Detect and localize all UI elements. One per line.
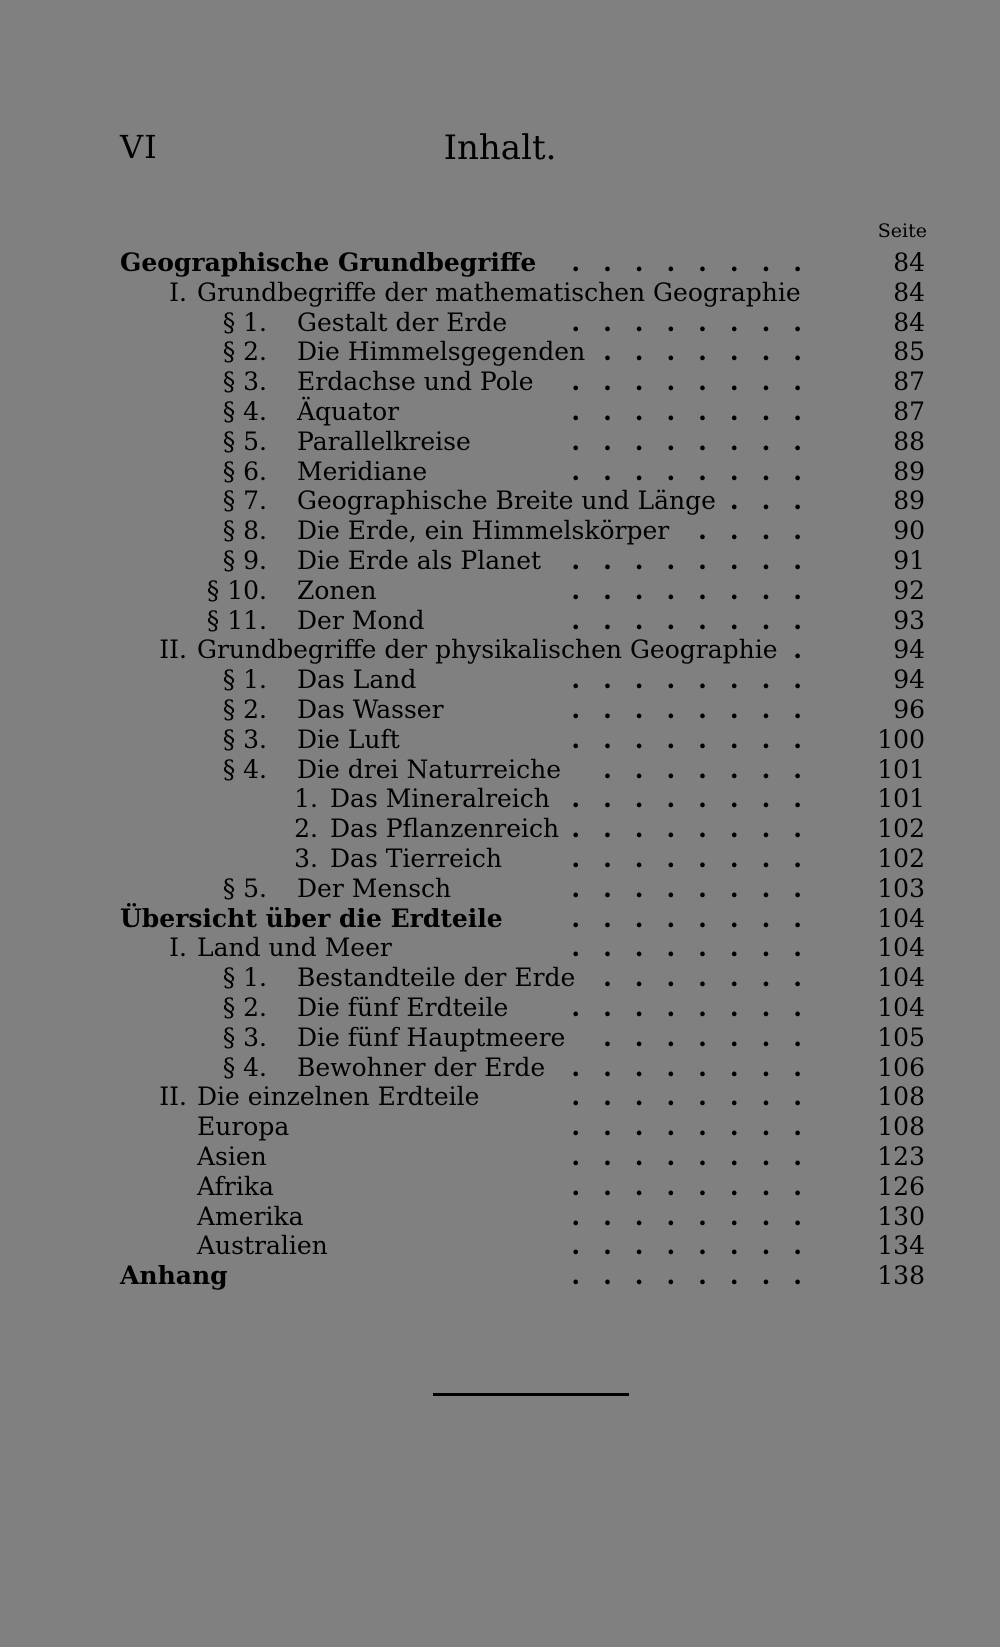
page-column-header: Seite <box>877 220 927 242</box>
toc-entry-number: § 1. <box>222 963 267 993</box>
toc-entry-number: § 2. <box>222 993 267 1022</box>
toc-entry-title: Die Luft <box>297 724 400 754</box>
toc-entry-page: 84 <box>893 307 925 337</box>
toc-entry <box>0 874 1000 904</box>
toc-entry-page: 90 <box>893 516 925 546</box>
toc-entry-title: Die fünf Hauptmeere <box>297 1022 566 1052</box>
toc-entry-page: 108 <box>877 1112 925 1142</box>
toc-entry <box>0 755 1000 785</box>
toc-entry <box>0 993 1000 1023</box>
toc-entry <box>0 397 1000 427</box>
toc-entry-title: Grundbegriffe der mathematischen Geographie <box>197 277 801 307</box>
leader-dots: ........ <box>571 844 825 873</box>
toc-entry-number: § 4. <box>222 1052 267 1082</box>
leader-dots: ........ <box>571 665 825 695</box>
toc-entry <box>0 665 1000 695</box>
toc-entry-title: Erdachse und Pole <box>297 367 534 397</box>
toc-entry-page: 93 <box>893 605 925 635</box>
toc-entry <box>0 814 1000 844</box>
leader-dots: ........ <box>571 248 825 277</box>
toc-entry <box>0 606 1000 636</box>
toc-entry-title: Die einzelnen Erdteile <box>197 1082 480 1112</box>
toc-entry <box>0 308 1000 338</box>
toc-entry <box>0 1112 1000 1142</box>
toc-entry-page: 94 <box>893 665 925 695</box>
toc-entry-number: § 3. <box>222 724 267 754</box>
toc-entry-page: 88 <box>893 426 925 456</box>
toc-entry-title: Der Mond <box>297 605 425 635</box>
toc-entry <box>0 1082 1000 1112</box>
toc-entry-number: § 8. <box>222 516 267 546</box>
toc-entry-page: 104 <box>877 963 925 993</box>
leader-dots: ........ <box>571 1112 825 1142</box>
toc-entry-title: Meridiane <box>297 456 428 486</box>
toc-entry-title: Das Land <box>297 665 417 695</box>
leader-dots: ........ <box>571 724 825 754</box>
toc-entry-title: Die Himmelsgegenden <box>297 337 586 367</box>
leader-dots: ........ <box>571 1201 825 1231</box>
toc-entry-page: 126 <box>877 1171 925 1201</box>
toc-entry-number: § 6. <box>222 456 267 486</box>
toc-entry-page: 91 <box>893 546 925 575</box>
toc-entry <box>0 1142 1000 1172</box>
toc-entry-title: Der Mensch <box>297 873 452 903</box>
toc-entry-number: § 5. <box>222 426 267 456</box>
toc-entry-page: 101 <box>877 784 925 814</box>
toc-entry-number: § 5. <box>222 873 267 903</box>
leader-dots: ....... <box>603 1022 825 1052</box>
toc-entry-title: Das Mineralreich <box>330 784 550 814</box>
toc-entry-page: 87 <box>893 397 925 426</box>
leader-dots: ........ <box>571 993 825 1022</box>
leader-dots: ........ <box>571 456 825 486</box>
toc-entry-number: § 7. <box>222 486 267 516</box>
toc-entry <box>0 576 1000 606</box>
toc-entry-title: Geographische Grundbegriffe <box>120 248 537 277</box>
toc-entry <box>0 367 1000 397</box>
toc-entry <box>0 546 1000 576</box>
toc-entry-page: 123 <box>877 1142 925 1171</box>
toc-entry-title: Australien <box>197 1231 328 1261</box>
leader-dots: ... <box>729 486 825 516</box>
toc-entry <box>0 904 1000 934</box>
leader-dots: ....... <box>603 337 825 367</box>
toc-entry-title: Das Wasser <box>297 695 444 724</box>
toc-entry-title: Bestandteile der Erde <box>297 963 576 993</box>
toc-entry <box>0 1261 1000 1291</box>
leader-dots: ........ <box>571 1052 825 1082</box>
toc-entry-page: 108 <box>877 1082 925 1112</box>
toc-entry-page: 94 <box>893 635 925 665</box>
toc-entry-title: Asien <box>197 1142 267 1171</box>
leader-dots: ........ <box>571 903 825 933</box>
leader-dots: ........ <box>571 1171 825 1201</box>
toc-entry-title: Übersicht über die Erdteile <box>120 903 503 933</box>
toc-entry <box>0 278 1000 308</box>
toc-entry-page: 130 <box>877 1201 925 1231</box>
leader-dots: ........ <box>571 784 825 814</box>
toc-entry-title: Anhang <box>120 1261 228 1291</box>
toc-entry <box>0 725 1000 755</box>
toc-entry-page: 105 <box>877 1022 925 1052</box>
toc-entry <box>0 635 1000 665</box>
toc-entry-title: Das Tierreich <box>330 844 502 873</box>
toc-entry-page: 100 <box>877 724 925 754</box>
leader-dots: ........ <box>571 426 825 456</box>
toc-entry-title: Parallelkreise <box>297 426 471 456</box>
toc-entry-number: § 2. <box>222 695 267 724</box>
leader-dots: ....... <box>603 754 825 784</box>
toc-entry <box>0 486 1000 516</box>
leader-dots: ........ <box>571 307 825 337</box>
leader-dots: ........ <box>571 1082 825 1112</box>
toc-entry-number: I. <box>169 277 187 307</box>
leader-dots: ........ <box>571 397 825 426</box>
leader-dots: ........ <box>571 873 825 903</box>
leader-dots: ....... <box>603 963 825 993</box>
closing-rule <box>433 1393 629 1396</box>
toc-entry <box>0 1053 1000 1083</box>
toc-entry <box>0 1202 1000 1232</box>
toc-entry-page: 85 <box>893 337 925 367</box>
toc-entry-page: 104 <box>877 933 925 963</box>
toc-entry-number: § 3. <box>222 1022 267 1052</box>
toc-entry-number: II. <box>159 1082 187 1112</box>
toc-entry-title: Grundbegriffe der physikalischen Geographie <box>197 635 778 665</box>
toc-entry-page: 103 <box>877 873 925 903</box>
toc-entry-number: 1. <box>294 784 318 814</box>
toc-entry <box>0 457 1000 487</box>
leader-dots: ........ <box>571 1231 825 1261</box>
toc-entry-title: Afrika <box>197 1171 274 1201</box>
toc-entry-title: Die Erde als Planet <box>297 546 542 575</box>
toc-entry <box>0 516 1000 546</box>
toc-entry-title: Gestalt der Erde <box>297 307 508 337</box>
toc-entry <box>0 844 1000 874</box>
toc-entry-page: 87 <box>893 367 925 397</box>
toc-entry-page: 138 <box>877 1261 925 1291</box>
toc-entry-title: Das Pflanzenreich <box>330 814 560 844</box>
toc-entry-page: 92 <box>893 575 925 605</box>
toc-entry-number: § 11. <box>206 605 267 635</box>
toc-entry-number: § 4. <box>222 754 267 784</box>
leader-dots: ........ <box>571 933 825 963</box>
toc-entry-title: Geographische Breite und Länge <box>297 486 716 516</box>
toc-entry-page: 104 <box>877 903 925 933</box>
toc-entry-number: § 2. <box>222 337 267 367</box>
toc-entry-number: § 4. <box>222 397 267 426</box>
toc-entry-number: II. <box>159 635 187 665</box>
toc-entry <box>0 1172 1000 1202</box>
toc-entry-page: 104 <box>877 993 925 1022</box>
leader-dots: ........ <box>571 695 825 724</box>
toc-entry-number: 3. <box>294 844 318 873</box>
page-title: Inhalt. <box>443 128 557 168</box>
toc-entry-page: 84 <box>893 277 925 307</box>
leader-dots: . <box>793 635 825 665</box>
toc-entry <box>0 784 1000 814</box>
toc-entry-title: Land und Meer <box>197 933 392 963</box>
toc-entry <box>0 248 1000 278</box>
toc-entry-number: I. <box>169 933 187 963</box>
toc-entry-page: 101 <box>877 754 925 784</box>
toc-entry-number: § 1. <box>222 307 267 337</box>
toc-entry <box>0 933 1000 963</box>
toc-entry-page: 134 <box>877 1231 925 1261</box>
toc-entry-number: § 3. <box>222 367 267 397</box>
toc-entry-page: 89 <box>893 486 925 516</box>
page-number: VI <box>120 128 158 166</box>
leader-dots: ........ <box>571 367 825 397</box>
toc-entry-title: Amerika <box>197 1201 304 1231</box>
toc-entry-number: 2. <box>294 814 318 844</box>
toc-entry <box>0 695 1000 725</box>
toc-entry-title: Die Erde, ein Himmelskörper <box>297 516 670 546</box>
toc-entry <box>0 1023 1000 1053</box>
toc-entry-number: § 10. <box>206 575 267 605</box>
toc-entry-page: 96 <box>893 695 925 724</box>
toc-entry-page: 102 <box>877 844 925 873</box>
toc-entry-title: Die drei Naturreiche <box>297 754 561 784</box>
toc-entry-title: Europa <box>197 1112 290 1142</box>
toc-entry-title: Bewohner der Erde <box>297 1052 546 1082</box>
toc-entry-page: 89 <box>893 456 925 486</box>
toc-entry-number: § 9. <box>222 546 267 575</box>
toc-entry-number: § 1. <box>222 665 267 695</box>
leader-dots: ........ <box>571 546 825 575</box>
toc-entry-title: Zonen <box>297 575 377 605</box>
toc-entry-page: 102 <box>877 814 925 844</box>
toc-entry <box>0 963 1000 993</box>
toc-entry-page: 84 <box>893 248 925 277</box>
toc-entry <box>0 337 1000 367</box>
leader-dots: .... <box>698 516 825 546</box>
toc-entry <box>0 427 1000 457</box>
leader-dots: ........ <box>571 814 825 844</box>
toc-entry-title: Die fünf Erdteile <box>297 993 509 1022</box>
toc-entry-title: Äquator <box>297 397 400 426</box>
leader-dots: ........ <box>571 575 825 605</box>
toc-entry <box>0 1231 1000 1261</box>
leader-dots: ........ <box>571 1142 825 1171</box>
leader-dots: ........ <box>571 605 825 635</box>
leader-dots: ........ <box>571 1261 825 1291</box>
toc-entry-page: 106 <box>877 1052 925 1082</box>
